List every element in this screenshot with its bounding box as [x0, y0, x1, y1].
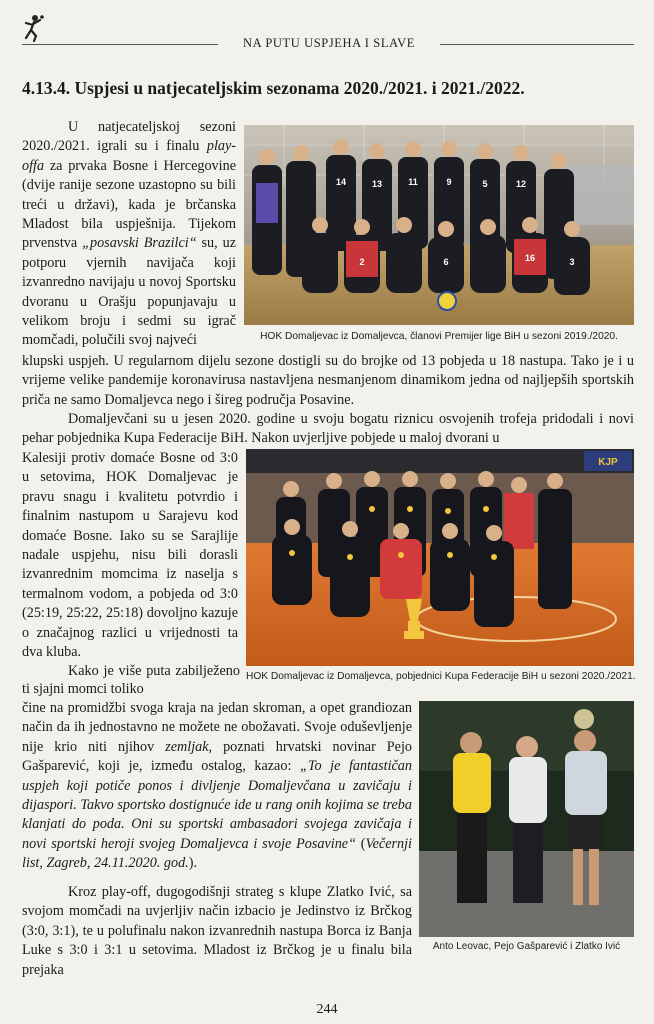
team-photo-2-image — [246, 449, 634, 666]
banner-text: KJP — [598, 457, 618, 468]
team-photo-1-image — [244, 125, 634, 325]
jersey-number: 9 — [446, 177, 452, 187]
paragraph-3-italic-c: zemljak, — [165, 738, 213, 755]
caption-photo-3: Anto Leovac, Pejo Gašparević i Zlatko Ivić — [432, 941, 621, 952]
paragraph-3-source: Večernji list, Zagreb, 24.11.2020. god. — [22, 835, 412, 872]
photo-three-men — [419, 701, 634, 937]
paragraph-4: Kroz play-off, dugogodišnji strateg s klupe Zlatko Ivić, sa svojom momčadi na uvjerljiv način izbacio je Jedinstvo iz Brčkog (3:0, 3:1), te u polufinalu nakon izvanrednih nastupa Borca iz Banja Luke s 3:0 i 3:1 u setovima. Mladost iz Brčkog je u finalu bila prejaka — [22, 884, 412, 978]
jersey-number: 5 — [482, 179, 488, 189]
header-rule-left — [22, 44, 218, 45]
caption-photo-1: HOK Domaljevac iz Domaljevca, članovi Premijer lige BiH u sezoni 2019./2020. — [260, 331, 618, 342]
paragraph-3-text-d: poznati hrvatski novinar Pejo Gašparević, koji je, između ostalog, kazao: — [22, 738, 413, 775]
paragraph-1-continued: klupski uspjeh. U regularnom dijelu sezone dostigli su do brojke od 13 pobjeda u 18 nastupa. Tako je i u vrijeme velike pandemije koronavirusa nastavljena nesmanjenom dinamikom jedna od najljepših sportskih priča ne samo Domaljevca nego i šireg područja Posavine. — [22, 353, 634, 408]
paragraph-1-text-e: su, uz potporu vjernih navijača koji izvanredno navijaju u novoj Sportsku dvoranu u Orašju popunjavaju u velikom broju i sedmi su igrač momčadi, polučili svoj najveći — [22, 235, 236, 349]
page-number: 244 — [316, 1002, 338, 1017]
jersey-number: 16 — [524, 253, 536, 263]
jersey-number: 3 — [569, 257, 575, 267]
section-title: 4.13.4. Uspjesi u natjecateljskim sezonama 2020./2021. i 2021./2022. — [22, 78, 525, 98]
team-photo-cup-winners — [246, 449, 634, 666]
paragraph-1-text-c: za prvaka Bosne i Hercegovine (dvije ranije sezone uzastopno su bili treći u državi), kada je brčanska Mladost bila uspješnija. Tijekom prvenstva — [22, 157, 236, 252]
paragraph-2-body: Kalesiji protiv domaće Bosne od 3:0 u setovima, HOK Domaljevac je pravu snagu i kvalitetu potvrdio i finalnim nastupom u Sarajevu kod domaće Bosne. Iako su se Sarajlije nadale uspjehu, nisu bili dorasli izvanrednim momcima iz naselja s termalnom vodom, a pobjeda od 3:0 (25:19, 25:22, 25:18) dovoljno kazuje o značajnog razlici u vrijednosti ta dva kluba. — [22, 450, 238, 661]
paragraph-1-italic-b: play-offa — [22, 138, 236, 174]
paragraph-3-quote: „To je fantastičan uspjeh koji potiče ponos i divljenje Domaljevčana u zavičaju i dijaspori. Takvo sportsko dostignuće ide u rang onih kojima se treba klanjati do poda. Oni su sportski ambasadori svojega zavičaja i novi sportski heroji svojeg Domaljevca i svoje Posavine“ — [22, 758, 412, 852]
paragraph-3-intro: Kako je više puta zabilježeno ti sjajni momci toliko — [22, 663, 240, 697]
jersey-number: 11 — [408, 177, 418, 187]
jersey-number: 12 — [515, 179, 527, 189]
volleyball-player-icon — [22, 14, 44, 42]
jersey-number: 13 — [371, 179, 383, 189]
paragraph-3-text-h: ). — [188, 855, 197, 872]
paragraph-3-text-b: čine na promidžbi svoga kraja na jedan skroman, a opet grandiozan način da ih jednostavno ne možete ne obožavati. Svoje oduševljenje nije krio niti njihov — [22, 700, 412, 755]
jersey-number: 14 — [335, 177, 347, 187]
paragraph-1-text-a: U natjecateljskoj sezoni 2020./2021. igrali su i finalu — [22, 119, 236, 155]
jersey-number: 2 — [359, 257, 365, 267]
paragraph-2-intro: Domaljevčani su u jesen 2020. godine u svoju bogatu riznicu osvojenih trofeja pridodali i novi pehar pobjednika Kupa Federacije BiH. Nakon uvjerljive pobjede u maloj dvorani u — [22, 411, 634, 447]
paragraph-3-text-f: ( — [360, 835, 366, 852]
jersey-number: 6 — [443, 257, 449, 267]
paragraph-1 — [22, 118, 236, 351]
header-rule-right — [440, 44, 634, 45]
paragraph-3-body — [22, 699, 412, 874]
team-photo-premier-league — [244, 125, 634, 325]
caption-photo-2: HOK Domaljevac iz Domaljevca, pobjednici Kupa Federacije BiH u sezoni 2020./2021. — [246, 671, 636, 682]
running-header: NA PUTU USPJEHA I SLAVE — [243, 36, 415, 50]
photo-3-image — [419, 701, 634, 937]
paragraph-1-italic-d: „posavski Brazilci“ — [82, 235, 197, 252]
